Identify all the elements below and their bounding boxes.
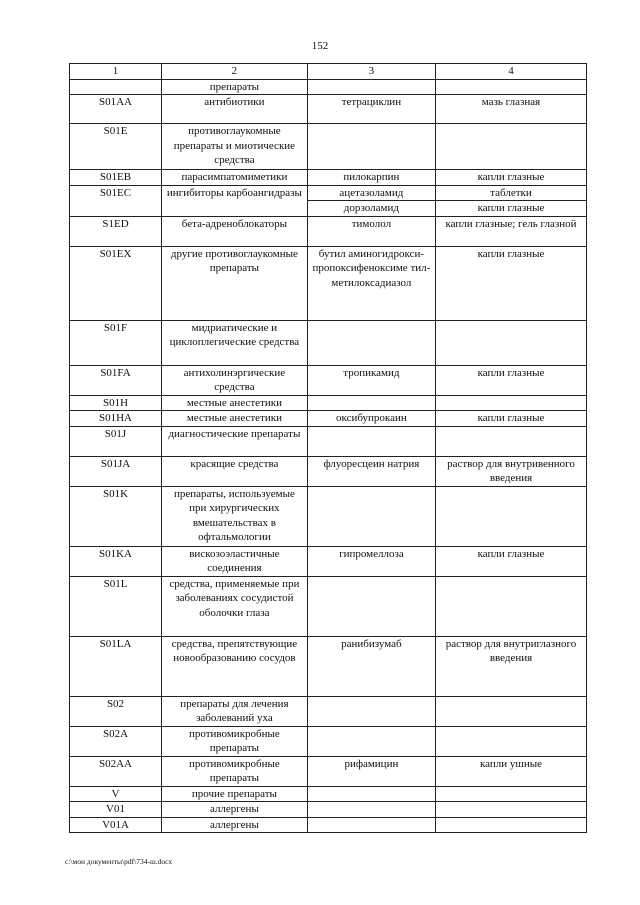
- cell-form: капли глазные: [436, 411, 587, 427]
- table-row: [70, 546, 587, 576]
- cell-code: S01HA: [70, 411, 162, 427]
- cell-code: S02A: [70, 726, 162, 756]
- table-row: [70, 95, 587, 124]
- cell-group: противомикробные препараты: [162, 756, 308, 786]
- cell-inn: [307, 320, 435, 365]
- table-row: [70, 246, 587, 320]
- table-row: [70, 802, 587, 818]
- cell-form: [436, 486, 587, 546]
- cell-inn: [307, 817, 435, 833]
- cell-inn: [307, 726, 435, 756]
- cell-form: раствор для внутривенного введения: [436, 456, 587, 486]
- table-row: [70, 320, 587, 365]
- cell-group: местные анестетики: [162, 411, 308, 427]
- cell-group: препараты: [162, 79, 308, 95]
- table-row: [70, 576, 587, 636]
- cell-form: [436, 320, 587, 365]
- cell-group: бета-адреноблокаторы: [162, 216, 308, 246]
- cell-code: V01A: [70, 817, 162, 833]
- cell-group: красящие средства: [162, 456, 308, 486]
- cell-form: капли глазные: [436, 246, 587, 320]
- table-row: [70, 185, 587, 201]
- cell-code: S01E: [70, 124, 162, 170]
- cell-inn: тропикамид: [307, 365, 435, 395]
- table-row: [70, 696, 587, 726]
- cell-group: антибиотики: [162, 95, 308, 124]
- table-row: [70, 756, 587, 786]
- cell-code: S01FA: [70, 365, 162, 395]
- cell-form: [436, 726, 587, 756]
- table-row: [70, 426, 587, 456]
- cell-inn: [307, 696, 435, 726]
- cell-form: [436, 79, 587, 95]
- cell-group: местные анестетики: [162, 395, 308, 411]
- cell-group: мидриатические и циклоплегические средства: [162, 320, 308, 365]
- cell-code: V: [70, 786, 162, 802]
- cell-group: вискозоэластичные соединения: [162, 546, 308, 576]
- cell-inn: ацетазоламид: [307, 185, 435, 201]
- page-number: 152: [311, 40, 329, 52]
- cell-form: [436, 817, 587, 833]
- header-cell: 3: [307, 64, 435, 80]
- cell-group: препараты, используемые при хирургических вмешательствах в офтальмологии: [162, 486, 308, 546]
- cell-code: S1ED: [70, 216, 162, 246]
- cell-inn: ранибизумаб: [307, 636, 435, 696]
- cell-group: антихолинэргические средства: [162, 365, 308, 395]
- cell-group: аллергены: [162, 802, 308, 818]
- cell-form: капли глазные: [436, 365, 587, 395]
- cell-code: S01JA: [70, 456, 162, 486]
- cell-inn: [307, 79, 435, 95]
- header-cell: 2: [162, 64, 308, 80]
- cell-form: [436, 802, 587, 818]
- cell-inn: [307, 576, 435, 636]
- cell-code: S01AA: [70, 95, 162, 124]
- table-header-row: [70, 64, 587, 80]
- cell-inn: тетрациклин: [307, 95, 435, 124]
- cell-code: S01J: [70, 426, 162, 456]
- cell-inn: бутил аминогидрокси-пропоксифеноксиме тил-метилоксадиазол: [307, 246, 435, 320]
- cell-form: капли ушные: [436, 756, 587, 786]
- table-row: [70, 170, 587, 186]
- cell-inn: пилокарпин: [307, 170, 435, 186]
- cell-code: S01F: [70, 320, 162, 365]
- cell-inn: [307, 124, 435, 170]
- header-cell: 4: [436, 64, 587, 80]
- cell-inn: гипромеллоза: [307, 546, 435, 576]
- cell-code: S01KA: [70, 546, 162, 576]
- cell-code: S01EX: [70, 246, 162, 320]
- table-row: [70, 486, 587, 546]
- cell-group: диагностические препараты: [162, 426, 308, 456]
- cell-inn: [307, 426, 435, 456]
- cell-inn: [307, 802, 435, 818]
- footer-file-path: c:\мои документы\pdf\734-ш.docx: [65, 857, 173, 866]
- cell-form: [436, 696, 587, 726]
- table-row: [70, 124, 587, 170]
- table-row: [70, 216, 587, 246]
- cell-group: средства, препятствующие новообразованию сосудов: [162, 636, 308, 696]
- cell-group: парасимпатомиметики: [162, 170, 308, 186]
- cell-inn: [307, 786, 435, 802]
- cell-form: капли глазные: [436, 201, 587, 217]
- table-row: [70, 411, 587, 427]
- table-row: [70, 786, 587, 802]
- cell-inn: флуоресцеин натрия: [307, 456, 435, 486]
- cell-inn: [307, 486, 435, 546]
- drug-classification-table: [69, 63, 587, 833]
- table-row: [70, 456, 587, 486]
- cell-form: мазь глазная: [436, 95, 587, 124]
- cell-form: [436, 786, 587, 802]
- cell-code: S01H: [70, 395, 162, 411]
- cell-code: S02: [70, 696, 162, 726]
- cell-form: [436, 124, 587, 170]
- table-row: [70, 79, 587, 95]
- cell-form: [436, 395, 587, 411]
- cell-inn: рифамицин: [307, 756, 435, 786]
- cell-group: противоглаукомные препараты и миотические средства: [162, 124, 308, 170]
- cell-inn: тимолол: [307, 216, 435, 246]
- table-body: [70, 79, 587, 833]
- cell-code: S01EC: [70, 185, 162, 216]
- header-cell: 1: [70, 64, 162, 80]
- cell-code: V01: [70, 802, 162, 818]
- table-row: [70, 636, 587, 696]
- cell-group: аллергены: [162, 817, 308, 833]
- cell-inn: оксибупрокаин: [307, 411, 435, 427]
- cell-form: [436, 426, 587, 456]
- cell-code: S01LA: [70, 636, 162, 696]
- cell-form: капли глазные: [436, 170, 587, 186]
- cell-form: [436, 576, 587, 636]
- cell-inn: дорзоламид: [307, 201, 435, 217]
- cell-code: S01EB: [70, 170, 162, 186]
- table-row: [70, 395, 587, 411]
- table-row: [70, 817, 587, 833]
- cell-group: противомикробные препараты: [162, 726, 308, 756]
- cell-code: S02AA: [70, 756, 162, 786]
- cell-group: другие противоглаукомные препараты: [162, 246, 308, 320]
- cell-form: капли глазные; гель глазной: [436, 216, 587, 246]
- cell-inn: [307, 395, 435, 411]
- cell-code: S01L: [70, 576, 162, 636]
- cell-form: капли глазные: [436, 546, 587, 576]
- table-row: [70, 726, 587, 756]
- cell-group: препараты для лечения заболеваний уха: [162, 696, 308, 726]
- cell-form: раствор для внутриглазного введения: [436, 636, 587, 696]
- cell-form: таблетки: [436, 185, 587, 201]
- cell-code: S01K: [70, 486, 162, 546]
- cell-group: средства, применяемые при заболеваниях сосудистой оболочки глаза: [162, 576, 308, 636]
- table-row: [70, 365, 587, 395]
- cell-group: прочие препараты: [162, 786, 308, 802]
- cell-group: ингибиторы карбоангидразы: [162, 185, 308, 216]
- cell-code: [70, 79, 162, 95]
